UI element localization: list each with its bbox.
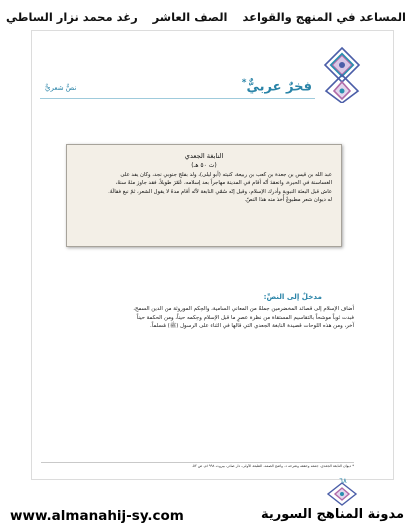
- blog-name: مدونة المناهج السورية: [260, 507, 404, 522]
- footnote-divider: [41, 462, 354, 463]
- footnote: * ديوان النابغة الجعدي، جمعه وحققه وشرحه د. واضح الصمد، الطبعة الأولى، دار صادر، بيروت ١٩٩٨م، ص ٥٢.: [191, 464, 354, 468]
- header-author: رغد محمد نزار الساطي: [6, 10, 138, 24]
- lesson-title: [242, 78, 312, 94]
- header-guide-title: المساعد في المنهج والقواعد: [242, 10, 406, 24]
- section-type-label: نصٌّ شعريٌّ: [45, 84, 77, 92]
- title-divider: [40, 98, 315, 99]
- intro-line: آخر، ومن هذه اللوحات قصيدة النابغة الجعدي التي قالها في الثناء على الرسول (ﷺ) مُسلماً.: [150, 323, 354, 330]
- website-url[interactable]: www.almanahij-sy.com: [10, 508, 184, 524]
- poet-bio-line: الغساسنة في الحيرة، وانعقدَ أنّه أقام في المدينة مهاجراً بعد إسلامه، عُمّرَ طويلاً، فقد جاوز مئةً سنةً،: [115, 180, 332, 187]
- islamic-pattern-ornament: [322, 45, 362, 103]
- poet-bio-text: [76, 171, 332, 204]
- poet-bio-card: [66, 144, 342, 247]
- intro-heading-colon: :: [263, 292, 267, 301]
- intro-heading: [264, 292, 322, 301]
- intro-line: أضاف الإسلام إلى قصائد المخضرمين جملةً من المعاني السامية، والحِكم الموروثة من الدين السمح،: [133, 306, 354, 312]
- document-header: [6, 6, 406, 28]
- poet-bio-content: [76, 152, 332, 241]
- page-number: ٦٨: [339, 477, 347, 485]
- poet-name: النابغة الجعدي: [184, 152, 224, 160]
- intro-paragraph: [41, 305, 354, 331]
- footnote-marker: *: [241, 78, 247, 88]
- poet-dates: (ت ٥٠ هـ): [191, 162, 217, 169]
- lesson-title-text: فخرٌ عربيٌّ: [246, 79, 312, 95]
- poet-bio-line: له ديوان شعر مطبوعٌ أُخذ منه هذا النصّ.: [244, 196, 332, 203]
- header-grade: الصف العاشر: [152, 10, 228, 24]
- intro-heading-text: مدخلٌ إلى النصِّ: [266, 292, 322, 301]
- poet-bio-line: عبد الله بن قيس بن جعدة بن كعب بن ربيعة، كنيته (أبو ليلى)، ولد بفلج جنوبي نجد، وكان يفد على: [120, 172, 332, 178]
- poet-bio-line: عاش قبل البعثة النبوية وأدرك الإسلام، وقيل إنّه سُمّي النابغة لأنّه أقام مدةً لا يقول الشعر، ثمّ نبغ فقالَهُ.: [108, 188, 332, 195]
- intro-line: فبدت ثوباً موشحاً بالتقاسيم المستقاة من نظرة عصرٍ ما قبل الإسلام وحِكمه حيناً، ومن الحكمة حيناً: [136, 314, 354, 321]
